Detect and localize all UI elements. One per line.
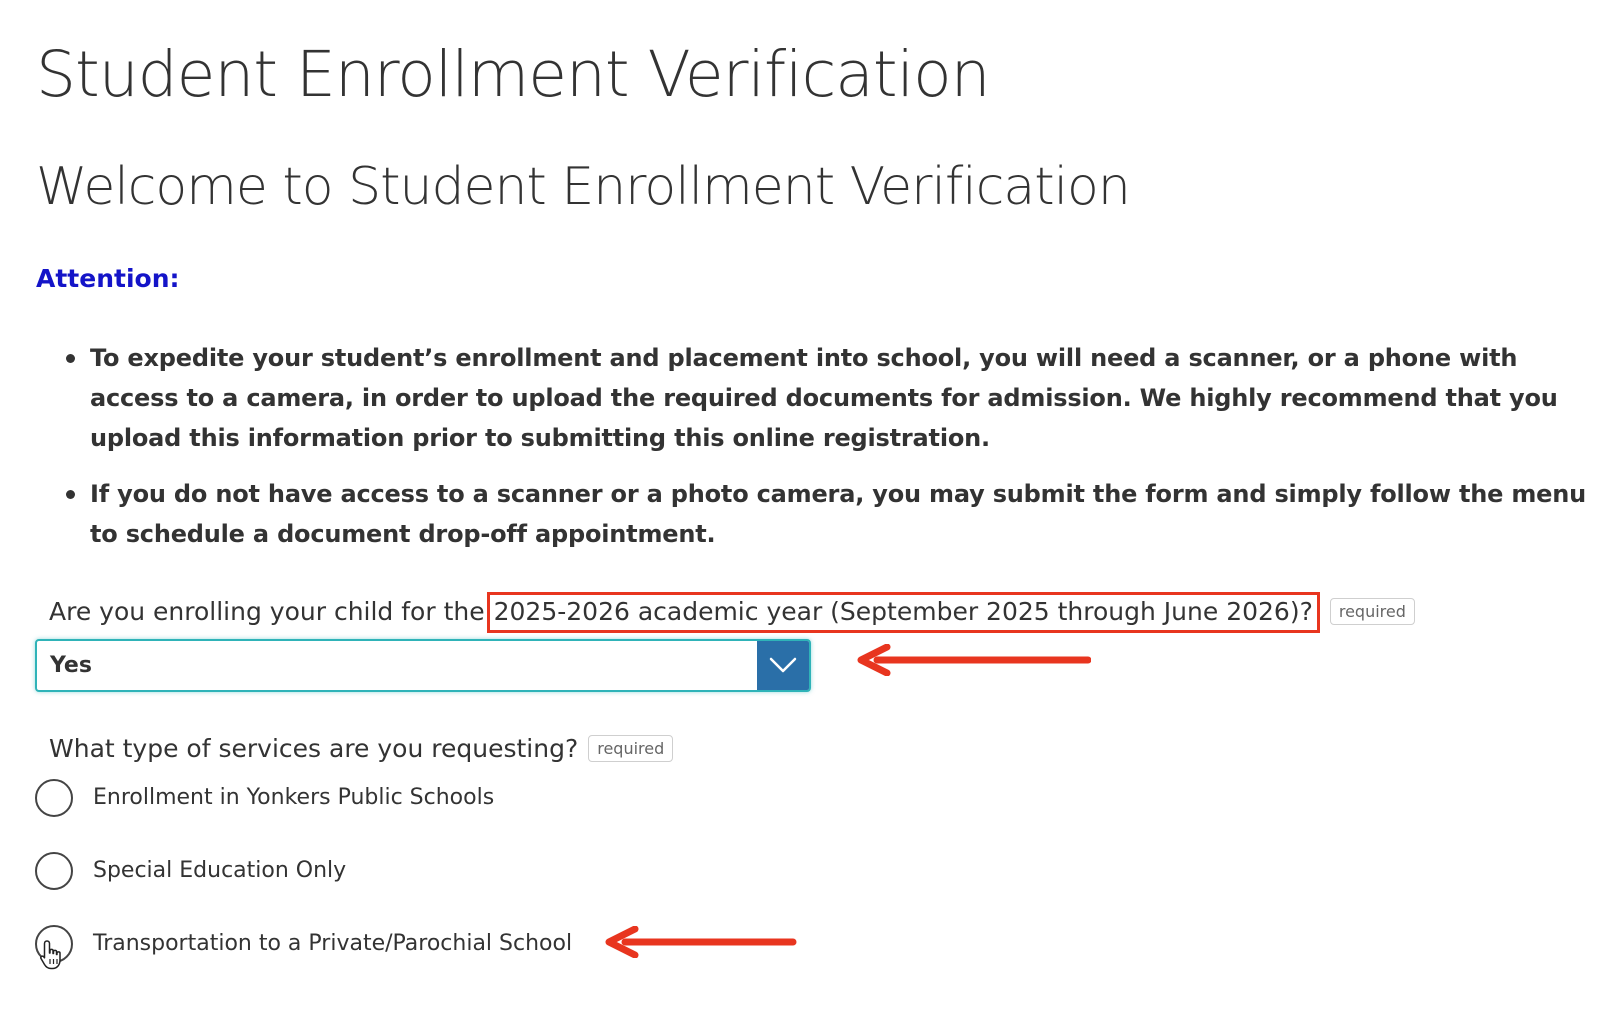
attention-heading: Attention:	[36, 264, 180, 293]
page-subtitle: Welcome to Student Enrollment Verification	[36, 157, 1130, 217]
attention-list	[36, 338, 1596, 554]
radio-option-label[interactable]: Special Education Only	[93, 858, 347, 883]
hand-pointer-cursor-icon	[39, 939, 65, 971]
attention-bullet-dropoff: If you do not have access to a scanner or a photo camera, you may submit the form and simply follow the menu to schedule a document drop-off appointment.	[90, 474, 1596, 554]
radio-option-label[interactable]: Enrollment in Yonkers Public Schools	[93, 785, 495, 810]
services-question-label	[49, 734, 673, 764]
enrollment-year-selected-value: Yes	[50, 653, 92, 678]
radio-option-label[interactable]: Transportation to a Private/Parochial School	[93, 931, 573, 956]
arrow-left-icon	[603, 926, 797, 958]
dropdown-toggle-button[interactable]	[757, 641, 809, 690]
radio-button[interactable]	[35, 852, 73, 890]
services-question-text: What type of services are you requesting?	[49, 734, 579, 763]
arrow-left-icon	[855, 644, 1091, 676]
academic-year-highlight: 2025-2026 academic year (September 2025 through June 2026)?	[487, 592, 1320, 633]
required-badge: required	[588, 735, 673, 762]
required-badge: required	[1330, 598, 1415, 625]
enrollment-year-select[interactable]	[35, 639, 811, 692]
radio-button[interactable]	[35, 779, 73, 817]
enrollment-question-prefix: Are you enrolling your child for the	[49, 597, 485, 626]
enrollment-question-label	[49, 592, 1415, 633]
attention-bullet-scanner: To expedite your student’s enrollment and placement into school, you will need a scanner, or a phone with access to a camera, in order to upload the required documents for admission. We highly recommend that you upload this information prior to submitting this online registration.	[90, 338, 1596, 458]
page-title: Student Enrollment Verification	[36, 38, 990, 111]
chevron-down-icon	[769, 655, 797, 675]
